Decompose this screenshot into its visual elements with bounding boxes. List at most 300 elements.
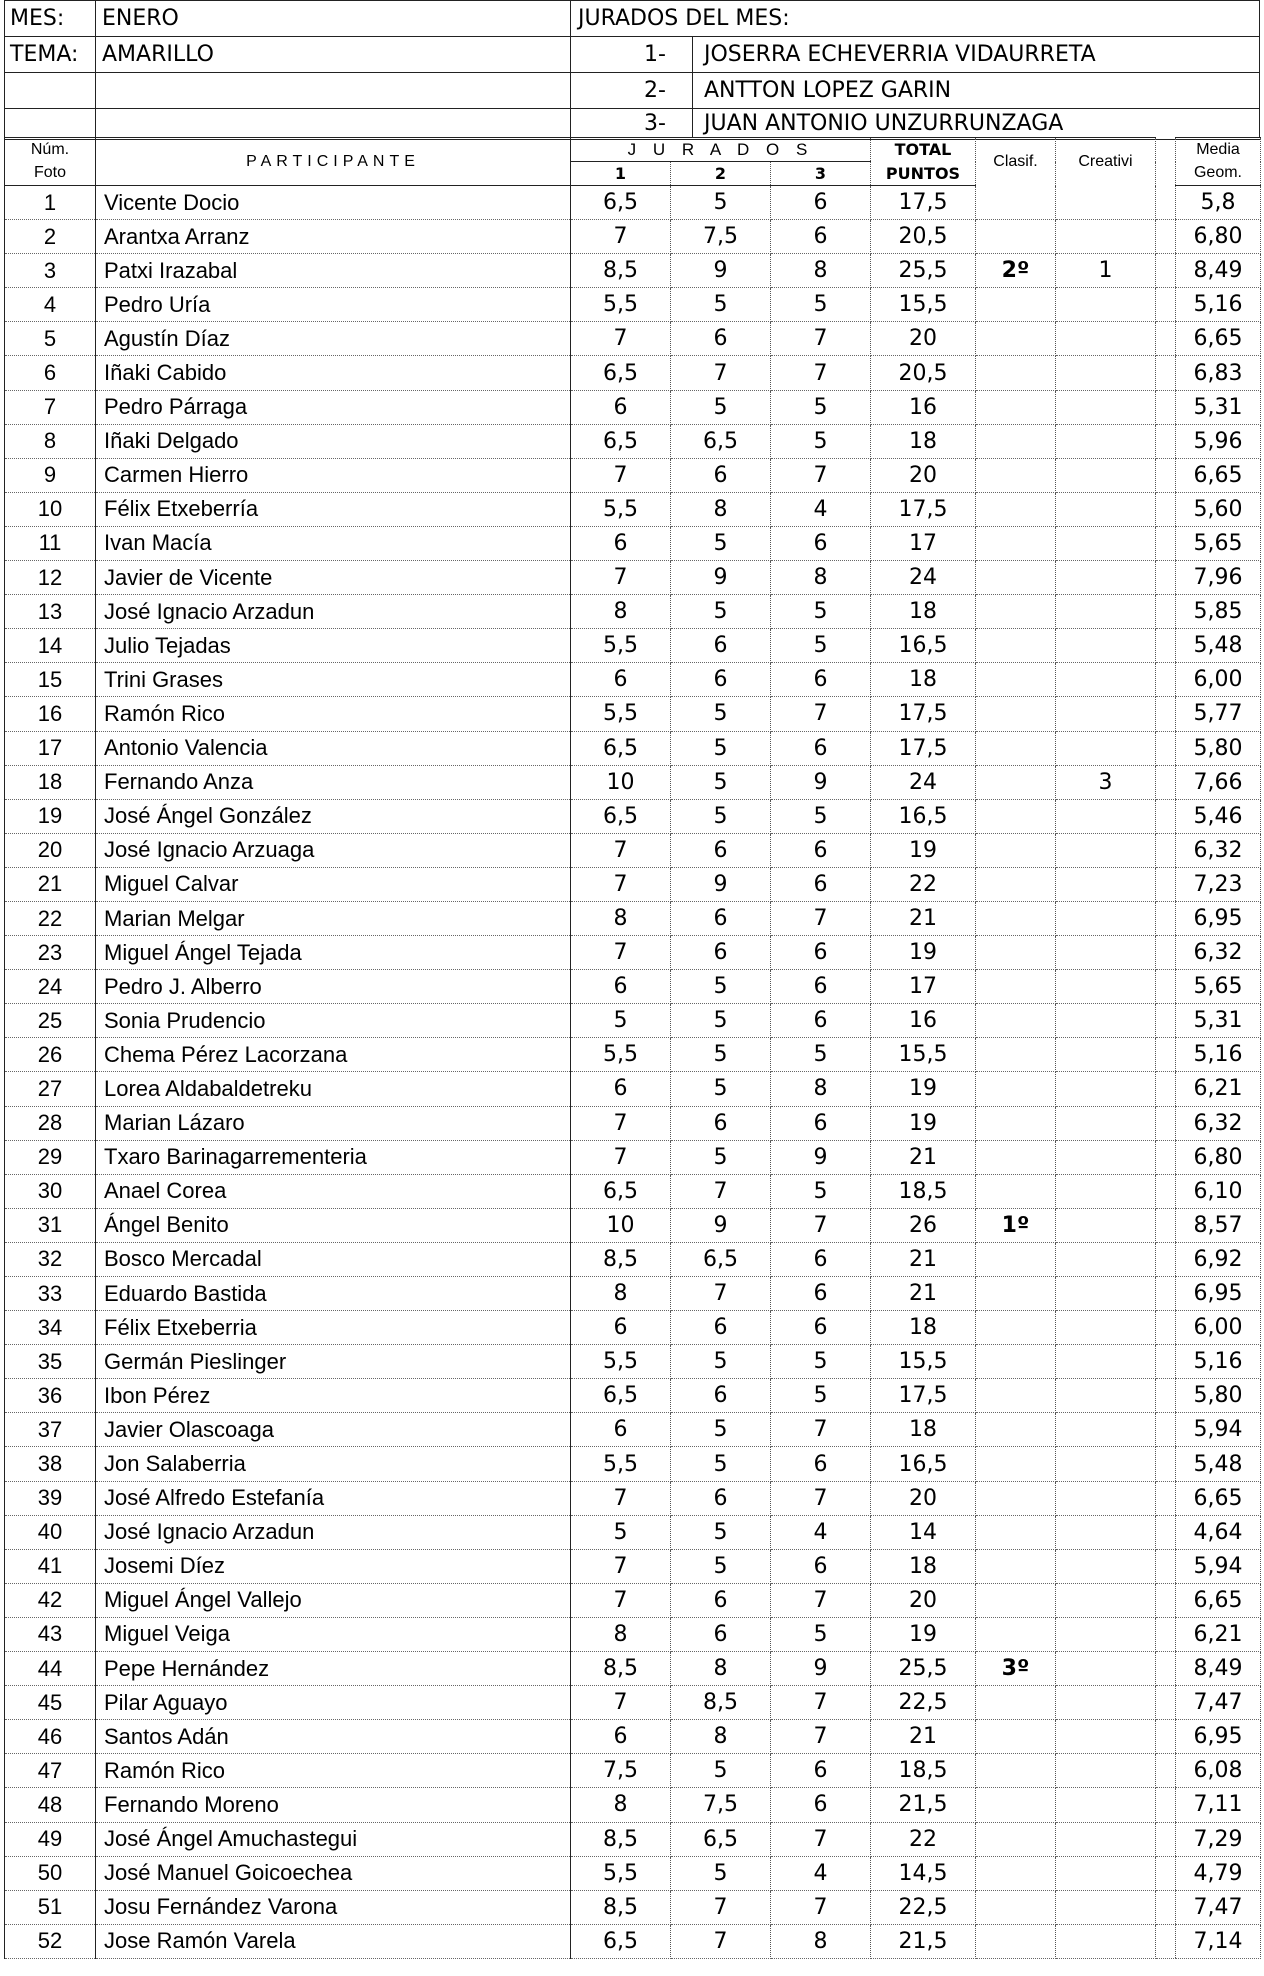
geometric-mean: 5,48 <box>1176 629 1261 663</box>
participant-name: Ángel Benito <box>96 1208 571 1242</box>
gap-cell <box>1156 1583 1176 1617</box>
participant-name: Pepe Hernández <box>96 1652 571 1686</box>
score-jurado-1: 8 <box>571 595 671 629</box>
score-jurado-2: 5 <box>671 595 771 629</box>
score-jurado-2: 5 <box>671 765 771 799</box>
score-jurado-3: 8 <box>771 1924 871 1958</box>
header-row-1 <box>5 138 1261 162</box>
score-jurado-3: 6 <box>771 1754 871 1788</box>
creativity <box>1056 1072 1156 1106</box>
geometric-mean: 6,92 <box>1176 1242 1261 1276</box>
foto-number: 27 <box>5 1072 96 1106</box>
geometric-mean: 6,10 <box>1176 1174 1261 1208</box>
table-row <box>5 1072 1261 1106</box>
score-jurado-2: 5 <box>671 186 771 220</box>
table-row <box>5 1140 1261 1174</box>
foto-number: 51 <box>5 1890 96 1924</box>
foto-number: 22 <box>5 901 96 935</box>
geometric-mean: 7,66 <box>1176 765 1261 799</box>
results-body <box>5 186 1261 1959</box>
foto-number: 2 <box>5 220 96 254</box>
score-jurado-3: 9 <box>771 1140 871 1174</box>
col-j2: 2 <box>671 162 771 186</box>
geometric-mean: 7,23 <box>1176 867 1261 901</box>
classification <box>976 1822 1056 1856</box>
geometric-mean: 5,94 <box>1176 1413 1261 1447</box>
participant-name: José Ángel Amuchastegui <box>96 1822 571 1856</box>
score-jurado-3: 6 <box>771 1106 871 1140</box>
total-points: 19 <box>871 1617 976 1651</box>
total-points: 19 <box>871 833 976 867</box>
score-jurado-3: 6 <box>771 1242 871 1276</box>
participant-name: Vicente Docio <box>96 186 571 220</box>
creativity <box>1056 629 1156 663</box>
score-jurado-1: 7 <box>571 322 671 356</box>
col-j1: 1 <box>571 162 671 186</box>
score-jurado-2: 5 <box>671 1004 771 1038</box>
gap-cell <box>1156 526 1176 560</box>
creativity <box>1056 1583 1156 1617</box>
gap-cell <box>1156 1311 1176 1345</box>
score-jurado-3: 6 <box>771 833 871 867</box>
col-media-2: Geom. <box>1176 162 1261 186</box>
table-row <box>5 1038 1261 1072</box>
classification <box>976 1174 1056 1208</box>
foto-number: 10 <box>5 492 96 526</box>
score-jurado-2: 5 <box>671 1413 771 1447</box>
total-points: 16,5 <box>871 629 976 663</box>
classification <box>976 595 1056 629</box>
creativity <box>1056 526 1156 560</box>
geometric-mean: 5,77 <box>1176 697 1261 731</box>
geometric-mean: 5,16 <box>1176 1038 1261 1072</box>
foto-number: 21 <box>5 867 96 901</box>
foto-number: 49 <box>5 1822 96 1856</box>
participant-name: Jose Ramón Varela <box>96 1924 571 1958</box>
score-jurado-1: 6 <box>571 663 671 697</box>
header-divider-2 <box>570 1 571 138</box>
table-row <box>5 1617 1261 1651</box>
gap-cell <box>1156 1072 1176 1106</box>
geometric-mean: 5,94 <box>1176 1549 1261 1583</box>
total-points: 21,5 <box>871 1924 976 1958</box>
total-points: 18,5 <box>871 1174 976 1208</box>
table-row <box>5 1515 1261 1549</box>
jurado-3-name: JUAN ANTONIO UNZURRUNZAGA <box>704 111 1064 136</box>
participant-name: Marian Melgar <box>96 901 571 935</box>
creativity <box>1056 220 1156 254</box>
foto-number: 38 <box>5 1447 96 1481</box>
table-row <box>5 1822 1261 1856</box>
score-jurado-2: 6 <box>671 901 771 935</box>
score-jurado-3: 9 <box>771 765 871 799</box>
total-points: 18,5 <box>871 1754 976 1788</box>
score-jurado-2: 9 <box>671 867 771 901</box>
score-jurado-1: 5,5 <box>571 1345 671 1379</box>
classification <box>976 1720 1056 1754</box>
score-jurado-3: 6 <box>771 663 871 697</box>
participant-name: Josemi Díez <box>96 1549 571 1583</box>
creativity <box>1056 833 1156 867</box>
classification: 2º <box>976 254 1056 288</box>
total-points: 24 <box>871 561 976 595</box>
score-jurado-2: 5 <box>671 731 771 765</box>
score-jurado-3: 6 <box>771 1549 871 1583</box>
score-jurado-3: 7 <box>771 322 871 356</box>
col-num-foto-2: Foto <box>5 162 96 186</box>
table-row <box>5 424 1261 458</box>
classification <box>976 697 1056 731</box>
classification <box>976 1686 1056 1720</box>
participant-name: Fernando Moreno <box>96 1788 571 1822</box>
total-points: 21 <box>871 901 976 935</box>
classification <box>976 186 1056 220</box>
geometric-mean: 5,46 <box>1176 799 1261 833</box>
score-jurado-3: 6 <box>771 220 871 254</box>
score-jurado-3: 7 <box>771 458 871 492</box>
geometric-mean: 6,65 <box>1176 1481 1261 1515</box>
score-jurado-1: 6 <box>571 970 671 1004</box>
score-jurado-1: 6,5 <box>571 1379 671 1413</box>
col-gap <box>1156 138 1176 186</box>
participant-name: Iñaki Cabido <box>96 356 571 390</box>
total-points: 21 <box>871 1277 976 1311</box>
col-jurados: J U R A D O S <box>571 138 871 162</box>
foto-number: 36 <box>5 1379 96 1413</box>
classification <box>976 1311 1056 1345</box>
table-row <box>5 697 1261 731</box>
foto-number: 34 <box>5 1311 96 1345</box>
geometric-mean: 5,65 <box>1176 970 1261 1004</box>
table-row <box>5 492 1261 526</box>
total-points: 21 <box>871 1242 976 1276</box>
total-points: 17 <box>871 526 976 560</box>
score-jurado-1: 7 <box>571 1686 671 1720</box>
score-jurado-2: 5 <box>671 1038 771 1072</box>
table-row <box>5 1720 1261 1754</box>
foto-number: 5 <box>5 322 96 356</box>
creativity <box>1056 1652 1156 1686</box>
classification <box>976 1788 1056 1822</box>
creativity <box>1056 390 1156 424</box>
total-points: 24 <box>871 765 976 799</box>
score-jurado-3: 6 <box>771 1277 871 1311</box>
participant-name: Germán Pieslinger <box>96 1345 571 1379</box>
table-row <box>5 1890 1261 1924</box>
gap-cell <box>1156 595 1176 629</box>
score-jurado-2: 5 <box>671 526 771 560</box>
classification <box>976 1754 1056 1788</box>
table-row <box>5 1481 1261 1515</box>
geometric-mean: 6,95 <box>1176 901 1261 935</box>
score-jurado-2: 6 <box>671 322 771 356</box>
creativity <box>1056 1038 1156 1072</box>
table-row <box>5 1004 1261 1038</box>
participant-name: Miguel Calvar <box>96 867 571 901</box>
score-jurado-2: 6 <box>671 1106 771 1140</box>
creativity <box>1056 1481 1156 1515</box>
total-points: 14,5 <box>871 1856 976 1890</box>
score-jurado-2: 7 <box>671 356 771 390</box>
score-jurado-1: 8 <box>571 1617 671 1651</box>
score-jurado-1: 7 <box>571 220 671 254</box>
score-jurado-2: 8 <box>671 492 771 526</box>
score-jurado-1: 6,5 <box>571 356 671 390</box>
score-jurado-1: 5,5 <box>571 1447 671 1481</box>
jurado-3-num: 3- <box>644 111 666 136</box>
table-row <box>5 867 1261 901</box>
table-row <box>5 799 1261 833</box>
foto-number: 12 <box>5 561 96 595</box>
total-points: 18 <box>871 1413 976 1447</box>
gap-cell <box>1156 663 1176 697</box>
score-jurado-3: 4 <box>771 1856 871 1890</box>
creativity <box>1056 186 1156 220</box>
participant-name: Miguel Ángel Tejada <box>96 936 571 970</box>
classification <box>976 799 1056 833</box>
score-jurado-2: 5 <box>671 1754 771 1788</box>
gap-cell <box>1156 1242 1176 1276</box>
table-row <box>5 901 1261 935</box>
gap-cell <box>1156 1345 1176 1379</box>
gap-cell <box>1156 1277 1176 1311</box>
participant-name: José Ignacio Arzadun <box>96 1515 571 1549</box>
header-border-right <box>1259 1 1260 138</box>
total-points: 17,5 <box>871 731 976 765</box>
participant-name: Sonia Prudencio <box>96 1004 571 1038</box>
table-row <box>5 1549 1261 1583</box>
score-jurado-1: 7 <box>571 1106 671 1140</box>
score-jurado-3: 7 <box>771 1720 871 1754</box>
foto-number: 13 <box>5 595 96 629</box>
score-jurado-2: 8 <box>671 1720 771 1754</box>
creativity <box>1056 1311 1156 1345</box>
score-jurado-1: 5,5 <box>571 1038 671 1072</box>
score-jurado-3: 5 <box>771 424 871 458</box>
score-jurado-2: 5 <box>671 970 771 1004</box>
geometric-mean: 6,80 <box>1176 1140 1261 1174</box>
classification <box>976 1277 1056 1311</box>
table-row <box>5 1686 1261 1720</box>
foto-number: 7 <box>5 390 96 424</box>
participant-name: Marian Lázaro <box>96 1106 571 1140</box>
gap-cell <box>1156 1413 1176 1447</box>
score-jurado-2: 9 <box>671 561 771 595</box>
foto-number: 30 <box>5 1174 96 1208</box>
participant-name: Chema Pérez Lacorzana <box>96 1038 571 1072</box>
classification <box>976 901 1056 935</box>
gap-cell <box>1156 1106 1176 1140</box>
col-participante: PARTICIPANTE <box>96 138 571 186</box>
score-jurado-2: 7,5 <box>671 1788 771 1822</box>
creativity <box>1056 458 1156 492</box>
classification <box>976 356 1056 390</box>
creativity <box>1056 1788 1156 1822</box>
gap-cell <box>1156 356 1176 390</box>
gap-cell <box>1156 697 1176 731</box>
table-row <box>5 1924 1261 1958</box>
participant-name: José Ignacio Arzuaga <box>96 833 571 867</box>
foto-number: 41 <box>5 1549 96 1583</box>
gap-cell <box>1156 833 1176 867</box>
score-jurado-3: 6 <box>771 1004 871 1038</box>
score-jurado-1: 5,5 <box>571 629 671 663</box>
table-row <box>5 970 1261 1004</box>
score-jurado-3: 5 <box>771 595 871 629</box>
participant-name: Ramón Rico <box>96 1754 571 1788</box>
creativity <box>1056 731 1156 765</box>
geometric-mean: 5,48 <box>1176 1447 1261 1481</box>
table-row <box>5 595 1261 629</box>
foto-number: 1 <box>5 186 96 220</box>
geometric-mean: 5,8 <box>1176 186 1261 220</box>
participant-name: Félix Etxeberria <box>96 1311 571 1345</box>
gap-cell <box>1156 1208 1176 1242</box>
score-jurado-2: 9 <box>671 1208 771 1242</box>
geometric-mean: 7,29 <box>1176 1822 1261 1856</box>
creativity <box>1056 936 1156 970</box>
creativity <box>1056 697 1156 731</box>
score-jurado-3: 5 <box>771 1617 871 1651</box>
foto-number: 8 <box>5 424 96 458</box>
classification <box>976 1004 1056 1038</box>
header-border-left <box>4 1 5 138</box>
participant-name: José Alfredo Estefanía <box>96 1481 571 1515</box>
classification <box>976 1890 1056 1924</box>
score-jurado-2: 6 <box>671 629 771 663</box>
table-row <box>5 663 1261 697</box>
score-jurado-3: 6 <box>771 1447 871 1481</box>
foto-number: 39 <box>5 1481 96 1515</box>
score-jurado-1: 5,5 <box>571 697 671 731</box>
score-jurado-1: 5,5 <box>571 288 671 322</box>
total-points: 22 <box>871 867 976 901</box>
score-jurado-1: 5,5 <box>571 1856 671 1890</box>
geometric-mean: 5,65 <box>1176 526 1261 560</box>
creativity <box>1056 1686 1156 1720</box>
geometric-mean: 4,79 <box>1176 1856 1261 1890</box>
gap-cell <box>1156 1515 1176 1549</box>
score-jurado-3: 5 <box>771 288 871 322</box>
score-jurado-2: 7 <box>671 1174 771 1208</box>
col-creativi: Creativi <box>1056 138 1156 186</box>
score-jurado-3: 5 <box>771 629 871 663</box>
participant-name: Félix Etxeberría <box>96 492 571 526</box>
foto-number: 50 <box>5 1856 96 1890</box>
score-jurado-1: 6,5 <box>571 731 671 765</box>
creativity <box>1056 1549 1156 1583</box>
score-jurado-3: 7 <box>771 1208 871 1242</box>
geometric-mean: 5,31 <box>1176 390 1261 424</box>
classification <box>976 1447 1056 1481</box>
gap-cell <box>1156 561 1176 595</box>
geometric-mean: 6,08 <box>1176 1754 1261 1788</box>
header-block <box>4 0 1260 138</box>
geometric-mean: 6,65 <box>1176 1583 1261 1617</box>
creativity <box>1056 1447 1156 1481</box>
table-row <box>5 1754 1261 1788</box>
classification <box>976 322 1056 356</box>
gap-cell <box>1156 458 1176 492</box>
foto-number: 4 <box>5 288 96 322</box>
foto-number: 28 <box>5 1106 96 1140</box>
score-jurado-2: 6,5 <box>671 1822 771 1856</box>
classification <box>976 731 1056 765</box>
gap-cell <box>1156 1686 1176 1720</box>
score-jurado-2: 5 <box>671 1447 771 1481</box>
gap-cell <box>1156 1174 1176 1208</box>
score-jurado-2: 9 <box>671 254 771 288</box>
score-jurado-1: 8,5 <box>571 1822 671 1856</box>
classification <box>976 220 1056 254</box>
col-clasif: Clasif. <box>976 138 1056 186</box>
table-row <box>5 186 1261 220</box>
score-jurado-2: 5 <box>671 1345 771 1379</box>
score-jurado-1: 7 <box>571 867 671 901</box>
gap-cell <box>1156 1720 1176 1754</box>
geometric-mean: 6,95 <box>1176 1277 1261 1311</box>
score-jurado-2: 5 <box>671 1549 771 1583</box>
jurados-label: JURADOS DEL MES: <box>578 6 790 31</box>
score-jurado-2: 7 <box>671 1924 771 1958</box>
score-jurado-2: 5 <box>671 1856 771 1890</box>
total-points: 18 <box>871 1311 976 1345</box>
score-jurado-3: 7 <box>771 1413 871 1447</box>
header-divider-1 <box>95 1 96 138</box>
score-jurado-1: 8 <box>571 901 671 935</box>
score-jurado-3: 7 <box>771 356 871 390</box>
table-row <box>5 1277 1261 1311</box>
total-points: 18 <box>871 663 976 697</box>
score-jurado-2: 6 <box>671 833 771 867</box>
creativity <box>1056 1617 1156 1651</box>
creativity <box>1056 492 1156 526</box>
gap-cell <box>1156 1754 1176 1788</box>
score-jurado-3: 6 <box>771 526 871 560</box>
participant-name: Pilar Aguayo <box>96 1686 571 1720</box>
score-jurado-1: 8,5 <box>571 1242 671 1276</box>
foto-number: 24 <box>5 970 96 1004</box>
score-jurado-1: 8,5 <box>571 1890 671 1924</box>
geometric-mean: 5,80 <box>1176 1379 1261 1413</box>
score-jurado-3: 5 <box>771 1345 871 1379</box>
table-row <box>5 1208 1261 1242</box>
col-j3: 3 <box>771 162 871 186</box>
foto-number: 48 <box>5 1788 96 1822</box>
total-points: 17,5 <box>871 492 976 526</box>
gap-cell <box>1156 254 1176 288</box>
total-points: 15,5 <box>871 1038 976 1072</box>
score-jurado-1: 7 <box>571 1481 671 1515</box>
participant-name: Iñaki Delgado <box>96 424 571 458</box>
gap-cell <box>1156 1652 1176 1686</box>
creativity <box>1056 1856 1156 1890</box>
creativity: 1 <box>1056 254 1156 288</box>
table-row <box>5 1652 1261 1686</box>
score-jurado-2: 6 <box>671 936 771 970</box>
score-jurado-1: 6 <box>571 1720 671 1754</box>
gap-cell <box>1156 901 1176 935</box>
creativity <box>1056 1754 1156 1788</box>
participant-name: Fernando Anza <box>96 765 571 799</box>
score-jurado-3: 9 <box>771 1652 871 1686</box>
gap-cell <box>1156 390 1176 424</box>
score-jurado-2: 6,5 <box>671 1242 771 1276</box>
participant-name: Trini Grases <box>96 663 571 697</box>
classification <box>976 1106 1056 1140</box>
score-jurado-1: 6,5 <box>571 424 671 458</box>
score-jurado-2: 6 <box>671 1379 771 1413</box>
